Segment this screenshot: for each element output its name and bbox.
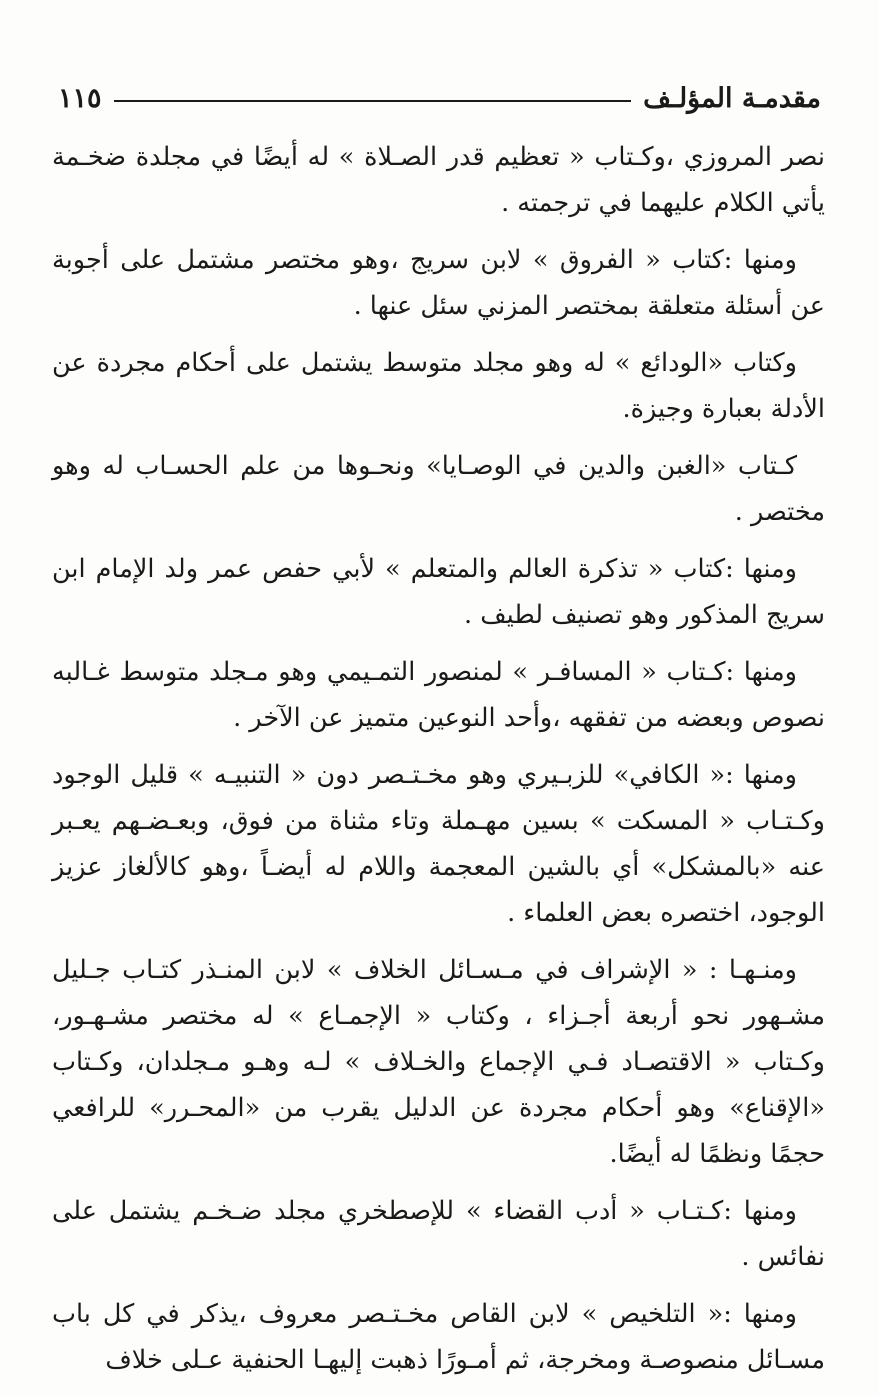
paragraph: ومنها :كتاب « الفروق » لابن سريج ،وهو مختصر مشتمل على أجوبة عن أسئلة متعلقة بمختصر المزني سئل عنها .: [52, 245, 825, 321]
paragraph: نصر المروزي ،وكـتاب « تعظيم قدر الصـلاة » له أيضًا في مجلدة ضخـمة يأتي الكلام عليهما في ترجمته .: [52, 142, 825, 218]
paragraph: ومنها :كتاب « تذكرة العالم والمتعلم » لأبي حفص عمر ولد الإمام ابن سريج المذكور وهو تصنيف لطيف .: [52, 554, 825, 630]
running-header: [58, 78, 821, 118]
page-number: ١١٥: [58, 82, 102, 114]
header-rule: [114, 100, 632, 102]
paragraph: ومنها :كـتـاب « أدب القضاء » للإصطخري مجلد ضـخـم يشتمل على نفائس .: [52, 1196, 825, 1272]
header-title: مقدمـة المؤلـف: [643, 82, 821, 114]
paragraph: وكتاب «الودائع » له وهو مجلد متوسط يشتمل على أحكام مجردة عن الأدلة بعبارة وجيزة.: [52, 348, 825, 424]
body-text: [52, 134, 825, 1394]
paragraph: كـتاب «الغبن والدين في الوصـايا» ونحـوها من علم الحسـاب له وهو مختصر .: [52, 451, 825, 527]
paragraph: ومنها :« الكافي» للزبـيري وهو مخـتـصر دون « التنبيـه » قليل الوجود وكـتـاب « المسكت » بسين مهـملة وتاء مثناة من فوق، وبعـضـهم يعـبر عنه «بالمشكل» أي بالشين المعجمة واللام له أيضـاً ،وهو كالألغاز عزيز الوجود، اختصره بعض العلماء .: [52, 760, 825, 928]
paragraph: ومنـهـا : « الإشراف في مـسـائل الخلاف » لابن المنـذر كتـاب جـليل مشـهور نحو أربعة أجـزاء ، وكتاب « الإجمـاع » له مختصر مشـهـور، وكـتاب « الاقتصـاد فـي الإجماع والخـلاف » لـه وهـو مـجلدان، وكـتاب «الإقناع» وهو أحكام مجردة عن الدليل يقرب من «المحـرر» للرافعي حجمًا ونظمًا له أيضًا.: [52, 955, 825, 1169]
paragraph: ومنها :« التلخيص » لابن القاص مخـتـصر معروف ،يذكر في كل باب مسـائل منصوصـة ومخرجة، ثم أمـورًا ذهبت إليهـا الحنفية عـلى خلاف: [52, 1299, 825, 1375]
paragraph: ومنها :كـتاب « المسافـر » لمنصور التمـيمي وهو مـجلد متوسط غـالبه نصوص وبعضه من تفقهه ،وأحد النوعين متميز عن الآخر .: [52, 657, 825, 733]
